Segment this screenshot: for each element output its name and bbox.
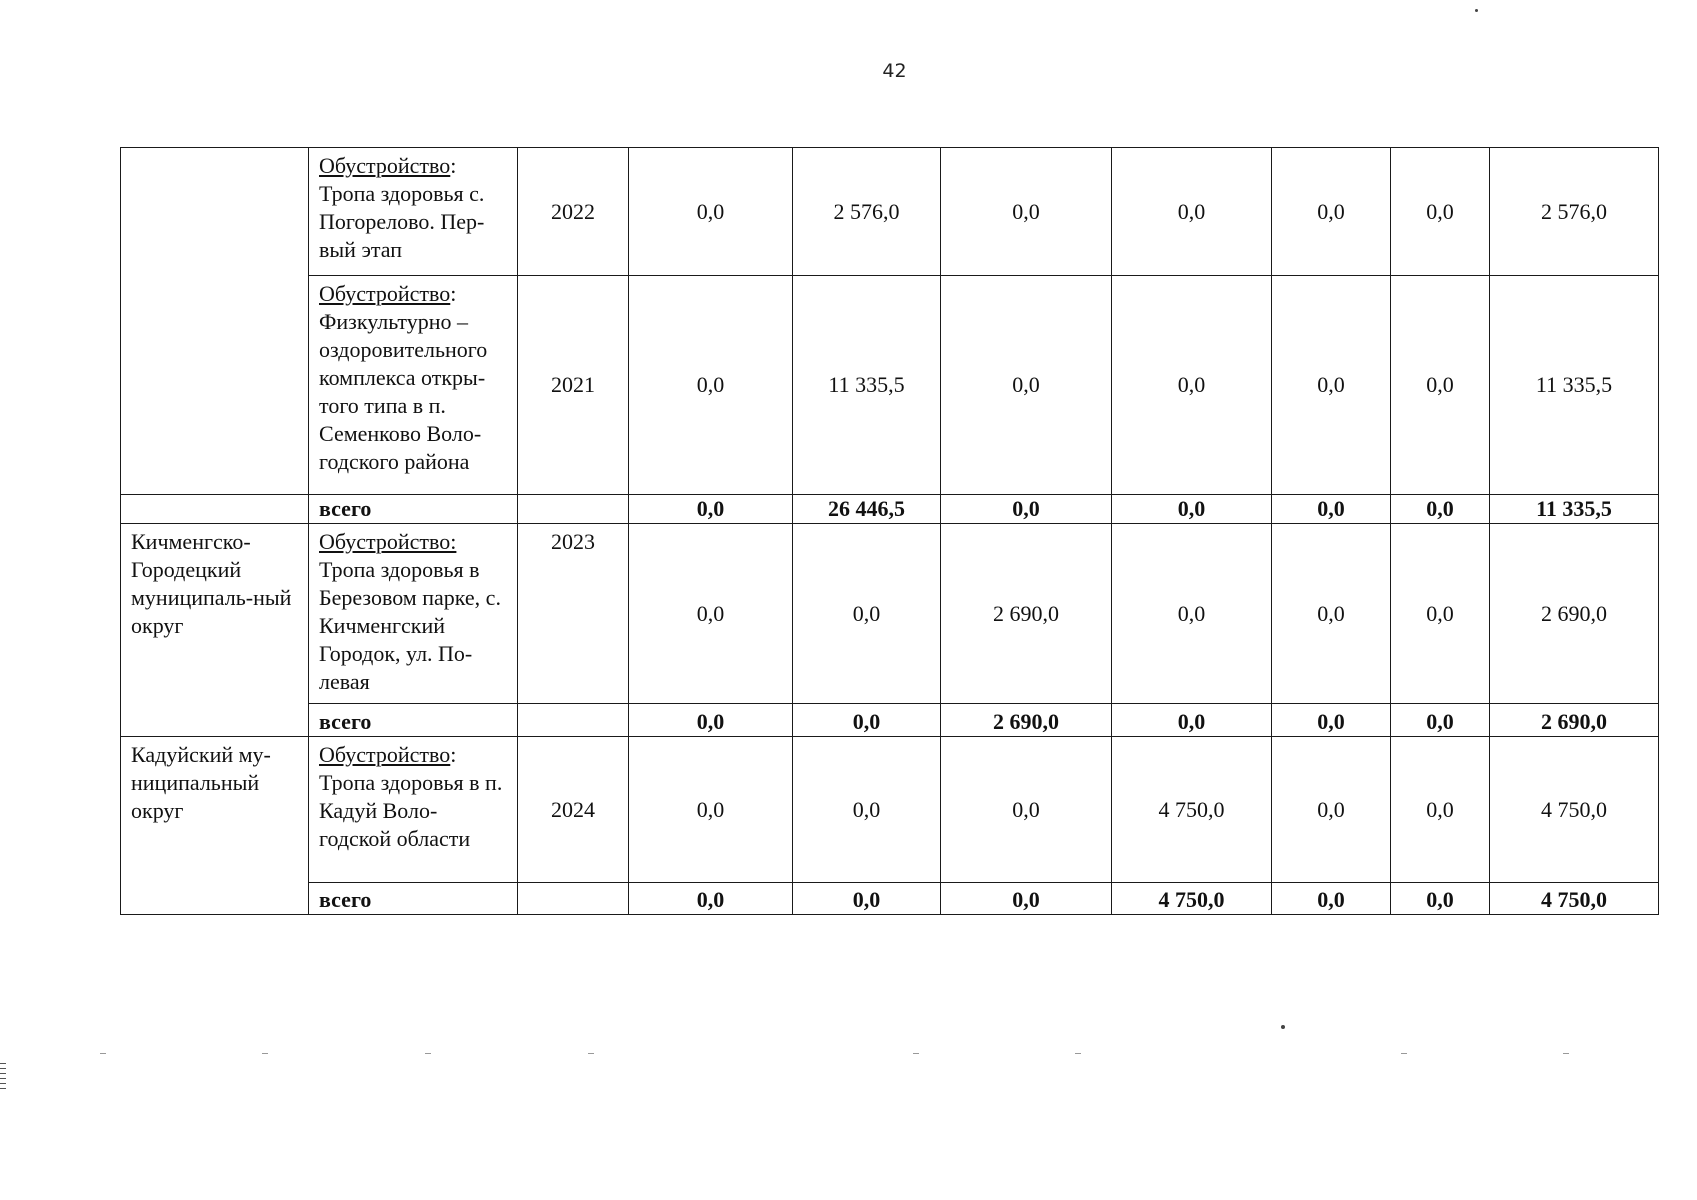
value-cell: 0,0 <box>1112 148 1272 276</box>
funding-table <box>120 147 1659 915</box>
project-description: Тропа здоровья с. Погорелово. Пер-вый этап <box>319 181 485 262</box>
year-cell: 2024 <box>518 737 629 883</box>
total-label: всего <box>309 495 518 524</box>
year-cell: 2023 <box>518 524 629 704</box>
total-cell: 4 750,0 <box>1490 883 1659 915</box>
value-cell: 0,0 <box>629 276 793 495</box>
project-heading-colon: : <box>450 153 457 178</box>
value-cell: 0,0 <box>1391 495 1490 524</box>
value-cell: 0,0 <box>793 883 941 915</box>
value-cell: 0,0 <box>941 495 1112 524</box>
project-heading-colon: : <box>450 281 457 306</box>
value-cell: 0,0 <box>1391 737 1490 883</box>
total-cell: 11 335,5 <box>1490 495 1659 524</box>
value-cell: 2 576,0 <box>793 148 941 276</box>
project-description: Тропа здоровья в п. Кадуй Воло-годской области <box>319 770 503 851</box>
project-description: Тропа здоровья в Березовом парке, с. Кичменгский Городок, ул. По-левая <box>319 557 501 694</box>
value-cell: 0,0 <box>793 524 941 704</box>
project-heading: Обустройство <box>319 153 451 178</box>
value-cell: 0,0 <box>793 704 941 737</box>
value-cell: 0,0 <box>629 524 793 704</box>
scan-dash <box>425 1053 431 1054</box>
value-cell: 4 750,0 <box>1112 737 1272 883</box>
value-cell: 0,0 <box>1112 524 1272 704</box>
scan-dash <box>1075 1053 1081 1054</box>
value-cell: 11 335,5 <box>793 276 941 495</box>
value-cell: 0,0 <box>1272 276 1391 495</box>
value-cell: 0,0 <box>1272 524 1391 704</box>
project-heading: Обустройство: <box>319 529 457 554</box>
value-cell: 26 446,5 <box>793 495 941 524</box>
value-cell: 0,0 <box>629 704 793 737</box>
scan-dash <box>1401 1053 1407 1054</box>
total-label: всего <box>309 704 518 737</box>
value-cell: 0,0 <box>941 737 1112 883</box>
total-label: всего <box>309 883 518 915</box>
total-cell: 2 576,0 <box>1490 148 1659 276</box>
table-row <box>121 883 1659 915</box>
value-cell: 2 690,0 <box>941 524 1112 704</box>
value-cell: 0,0 <box>1112 495 1272 524</box>
total-cell: 11 335,5 <box>1490 276 1659 495</box>
total-cell: 2 690,0 <box>1490 524 1659 704</box>
value-cell: 0,0 <box>941 148 1112 276</box>
edge-ticks <box>0 1063 6 1093</box>
scan-dash <box>588 1053 594 1054</box>
value-cell: 0,0 <box>1112 276 1272 495</box>
page-number: 42 <box>882 60 907 82</box>
project-cell <box>309 148 518 276</box>
project-description: Физкультурно – оздоровительного комплекса откры-того типа в п. Семенково Воло-годского района <box>319 309 488 474</box>
value-cell: 4 750,0 <box>1112 883 1272 915</box>
table-row <box>121 276 1659 495</box>
value-cell: 0,0 <box>1272 704 1391 737</box>
value-cell: 0,0 <box>941 883 1112 915</box>
value-cell: 0,0 <box>1391 276 1490 495</box>
year-cell <box>518 495 629 524</box>
region-cell <box>121 148 309 495</box>
value-cell: 2 690,0 <box>941 704 1112 737</box>
project-heading: Обустройство <box>319 281 451 306</box>
total-cell: 2 690,0 <box>1490 704 1659 737</box>
table-row <box>121 704 1659 737</box>
region-cell: Кичменгско-Городецкий муниципаль-ный округ <box>121 524 309 737</box>
value-cell: 0,0 <box>1272 148 1391 276</box>
project-heading-colon: : <box>450 742 457 767</box>
scan-dash <box>100 1053 106 1054</box>
table-row <box>121 495 1659 524</box>
year-cell: 2021 <box>518 276 629 495</box>
table-row <box>121 737 1659 883</box>
value-cell: 0,0 <box>1112 704 1272 737</box>
value-cell: 0,0 <box>629 883 793 915</box>
project-cell <box>309 524 518 704</box>
project-cell <box>309 276 518 495</box>
scan-dash <box>262 1053 268 1054</box>
value-cell: 0,0 <box>941 276 1112 495</box>
value-cell: 0,0 <box>1272 495 1391 524</box>
scan-dash <box>913 1053 919 1054</box>
project-heading: Обустройство <box>319 742 451 767</box>
region-cell: Кадуйский му-ниципальный округ <box>121 737 309 915</box>
total-cell: 4 750,0 <box>1490 737 1659 883</box>
region-cell <box>121 495 309 524</box>
value-cell: 0,0 <box>1272 737 1391 883</box>
value-cell: 0,0 <box>1272 883 1391 915</box>
year-cell <box>518 704 629 737</box>
scan-dash <box>1563 1053 1569 1054</box>
table-row <box>121 524 1659 704</box>
project-cell <box>309 737 518 883</box>
scan-dot <box>1281 1025 1285 1029</box>
scan-dot <box>1475 9 1478 12</box>
value-cell: 0,0 <box>793 737 941 883</box>
value-cell: 0,0 <box>629 495 793 524</box>
value-cell: 0,0 <box>1391 524 1490 704</box>
value-cell: 0,0 <box>629 737 793 883</box>
value-cell: 0,0 <box>1391 883 1490 915</box>
table-row <box>121 148 1659 276</box>
year-cell: 2022 <box>518 148 629 276</box>
value-cell: 0,0 <box>1391 148 1490 276</box>
value-cell: 0,0 <box>1391 704 1490 737</box>
year-cell <box>518 883 629 915</box>
value-cell: 0,0 <box>629 148 793 276</box>
